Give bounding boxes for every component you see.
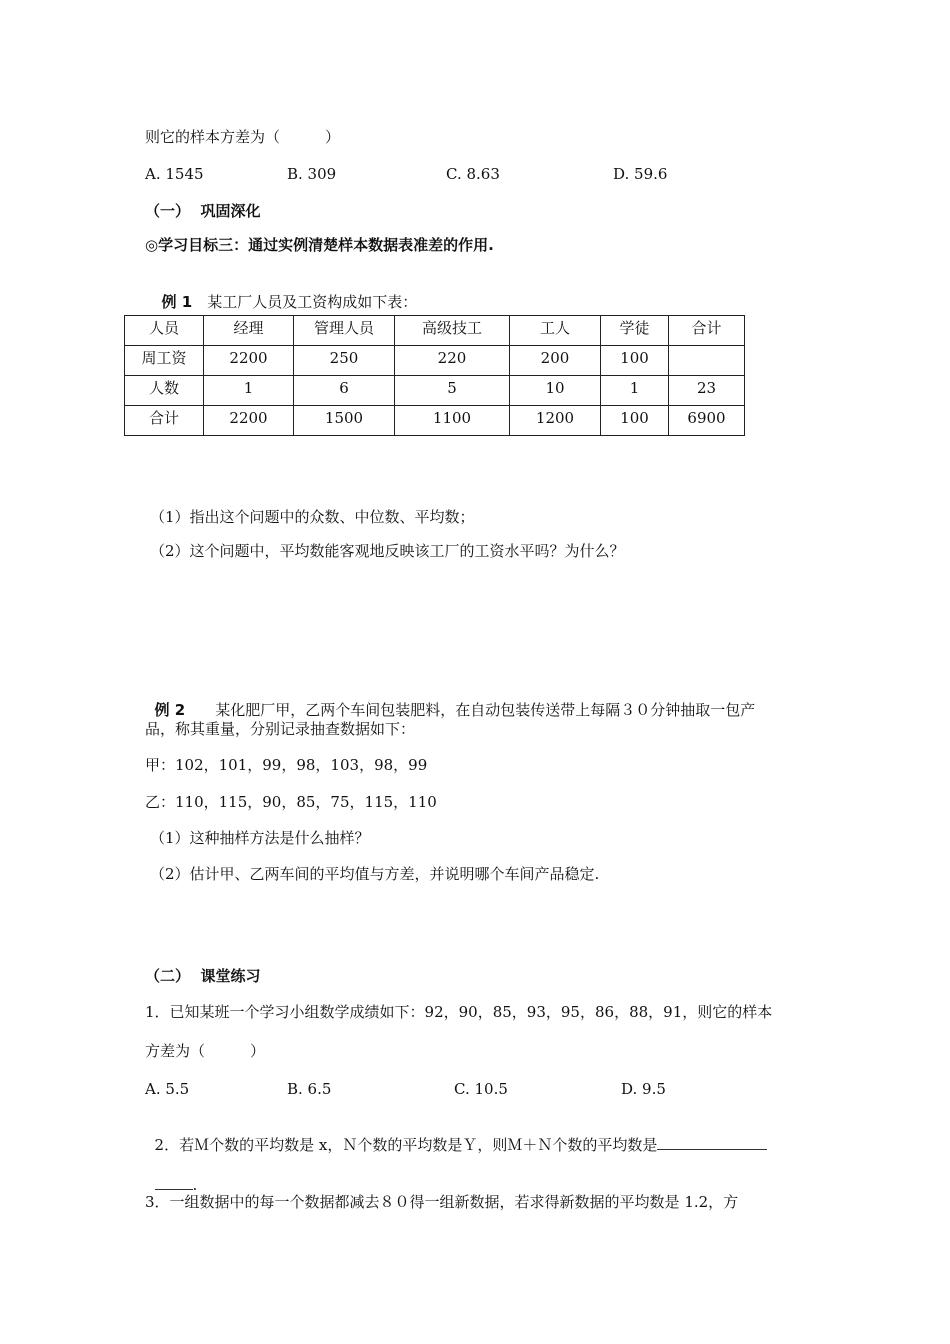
wage-table [124,315,745,436]
table-cell: 220 [395,346,510,376]
table-header-row [125,316,745,346]
example-2-heading [145,680,755,720]
example-1-question-2: （2）这个问题中，平均数能客观地反映该工厂的工资水平吗？为什么？ [150,542,625,560]
table-cell: 人数 [125,376,204,406]
table-row [125,376,745,406]
option-c: C. 10.5 [454,1080,508,1098]
practice-2-line [145,1115,767,1155]
option-b: B. 309 [287,165,337,183]
table-cell: 1500 [294,406,395,436]
example-1-question-1: （1）指出这个问题中的众数、中位数、平均数； [150,508,475,526]
question-stem: 则它的样本方差为（ ） [145,128,341,146]
table-cell: 100 [601,346,669,376]
table-cell: 250 [294,346,395,376]
option-b: B. 6.5 [287,1080,332,1098]
table-header-cell: 学徒 [601,316,669,346]
table-cell [669,346,745,376]
practice-1-line-1: 1．已知某班一个学习小组数学成绩如下：92，90，85，93，95，86，88，91，则它的样本 [145,1003,773,1021]
example-2-question-2: （2）估计甲、乙两车间的平均值与方差，并说明哪个车间产品稳定. [150,865,600,883]
section-title: （二） 课堂练习 [145,967,261,985]
example-1-heading [152,272,417,312]
practice-3-line-1: 3．一组数据中的每一个数据都减去８０得一组新数据，若求得新数据的平均数是 1.2，方 [145,1193,739,1211]
table-header-cell: 管理人员 [294,316,395,346]
table-cell: 200 [510,346,601,376]
section-title: （一） 巩固深化 [145,202,261,220]
table-header-cell: 高级技工 [395,316,510,346]
practice-1-line-2: 方差为（ ） [145,1042,266,1060]
answer-blank [155,1175,193,1190]
table-cell: 10 [510,376,601,406]
table-cell: 1100 [395,406,510,436]
option-d: D. 9.5 [621,1080,666,1098]
table-cell: 23 [669,376,745,406]
data-jia: 甲：102，101，99，98，103，98，99 [145,756,428,774]
example-intro: 某工厂人员及工资构成如下表： [207,293,418,311]
table-row [125,346,745,376]
data-yi: 乙：110，115，90，85，75，115，110 [145,793,437,811]
learning-goal: ◎学习目标三：通过实例清楚样本数据表准差的作用. [145,236,494,254]
table-cell: 2200 [204,406,294,436]
table-cell: 1 [204,376,294,406]
option-a: A. 5.5 [145,1080,190,1098]
table-header-cell: 经理 [204,316,294,346]
example-2-question-1: （1）这种抽样方法是什么抽样？ [150,829,370,847]
table-cell: 周工资 [125,346,204,376]
answer-blank [657,1135,767,1150]
practice-2-end: . [192,1176,198,1194]
practice-2-line-2 [145,1155,197,1195]
table-cell: 6900 [669,406,745,436]
example-2-line-2: 品，称其重量，分别记录抽查数据如下： [145,720,416,738]
example-label: 例 2 [154,701,186,719]
option-d: D. 59.6 [613,165,668,183]
table-cell: 1 [601,376,669,406]
table-header-cell: 人员 [125,316,204,346]
table-cell: 100 [601,406,669,436]
option-c: C. 8.63 [446,165,500,183]
table-header-cell: 工人 [510,316,601,346]
example-2-line-1: 某化肥厂甲，乙两个车间包装肥料，在自动包装传送带上每隔３０分钟抽取一包产 [215,701,756,719]
table-row [125,406,745,436]
table-cell: 2200 [204,346,294,376]
table-cell: 1200 [510,406,601,436]
table-cell: 5 [395,376,510,406]
example-label: 例 1 [161,293,193,311]
table-cell: 合计 [125,406,204,436]
table-header-cell: 合计 [669,316,745,346]
table-cell: 6 [294,376,395,406]
practice-2-text: 2．若Ｍ个数的平均数是 x，Ｎ个数的平均数是Ｙ，则Ｍ＋Ｎ个数的平均数是 [154,1136,658,1154]
option-a: A. 1545 [145,165,204,183]
